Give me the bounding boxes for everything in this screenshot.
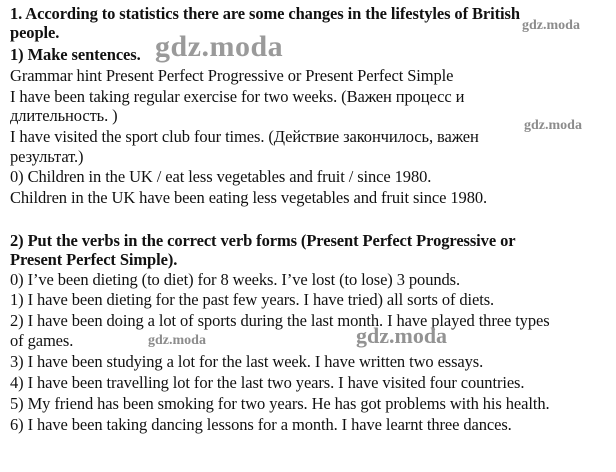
answer-line-2-cont: of games.	[10, 331, 74, 350]
answer-line-6: 6) I have been taking dancing lessons for a month. I have learnt three dances.	[10, 415, 512, 434]
example-simple-line: I have visited the sport club four times. (Действие закончилось, важен	[10, 127, 479, 146]
section2-title-line2: Present Perfect Simple).	[10, 250, 178, 269]
exercise0-answer: Children in the UK have been eating less vegetables and fruit since 1980.	[10, 188, 488, 207]
answer-line-2: 2) I have been doing a lot of sports during the last month. I have played three types	[10, 311, 550, 330]
section2-title-line1: 2) Put the verbs in the correct verb forms (Present Perfect Progressive or	[10, 231, 516, 250]
example-simple-note: результат.)	[10, 147, 84, 166]
watermark-bottom-mid: gdz.moda	[356, 323, 448, 348]
answer-line-0: 0) I’ve been dieting (to diet) for 8 weeks. I’ve lost (to lose) 3 pounds.	[10, 270, 460, 289]
answer-line-3: 3) I have been studying a lot for the last week. I have written two essays.	[10, 352, 484, 371]
section1-subtitle: 1) Make sentences.	[10, 45, 141, 64]
answer-line-4: 4) I have been travelling lot for the last two years. I have visited four countries.	[10, 373, 525, 392]
watermark-mid-right: gdz.moda	[524, 118, 582, 133]
exercise0-prompt: 0) Children in the UK / eat less vegetables and fruit / since 1980.	[10, 167, 432, 186]
section1-title-line1: 1. According to statistics there are some changes in the lifestyles of British	[10, 4, 520, 23]
example-progressive-note: длительность. )	[10, 106, 118, 125]
watermark-top-right: gdz.moda	[522, 18, 580, 33]
example-progressive-line: I have been taking regular exercise for two weeks. (Важен процесс и	[10, 87, 465, 106]
watermark-bottom-left: gdz.moda	[148, 333, 206, 348]
grammar-hint-line: Grammar hint Present Perfect Progressive or Present Perfect Simple	[10, 66, 454, 85]
answer-line-1: 1) I have been dieting for the past few years. I have tried) all sorts of diets.	[10, 290, 495, 309]
answer-line-5: 5) My friend has been smoking for two years. He has got problems with his health.	[10, 394, 550, 413]
watermark-main: gdz.moda	[155, 30, 284, 63]
section1-title-line2: people.	[10, 23, 60, 42]
